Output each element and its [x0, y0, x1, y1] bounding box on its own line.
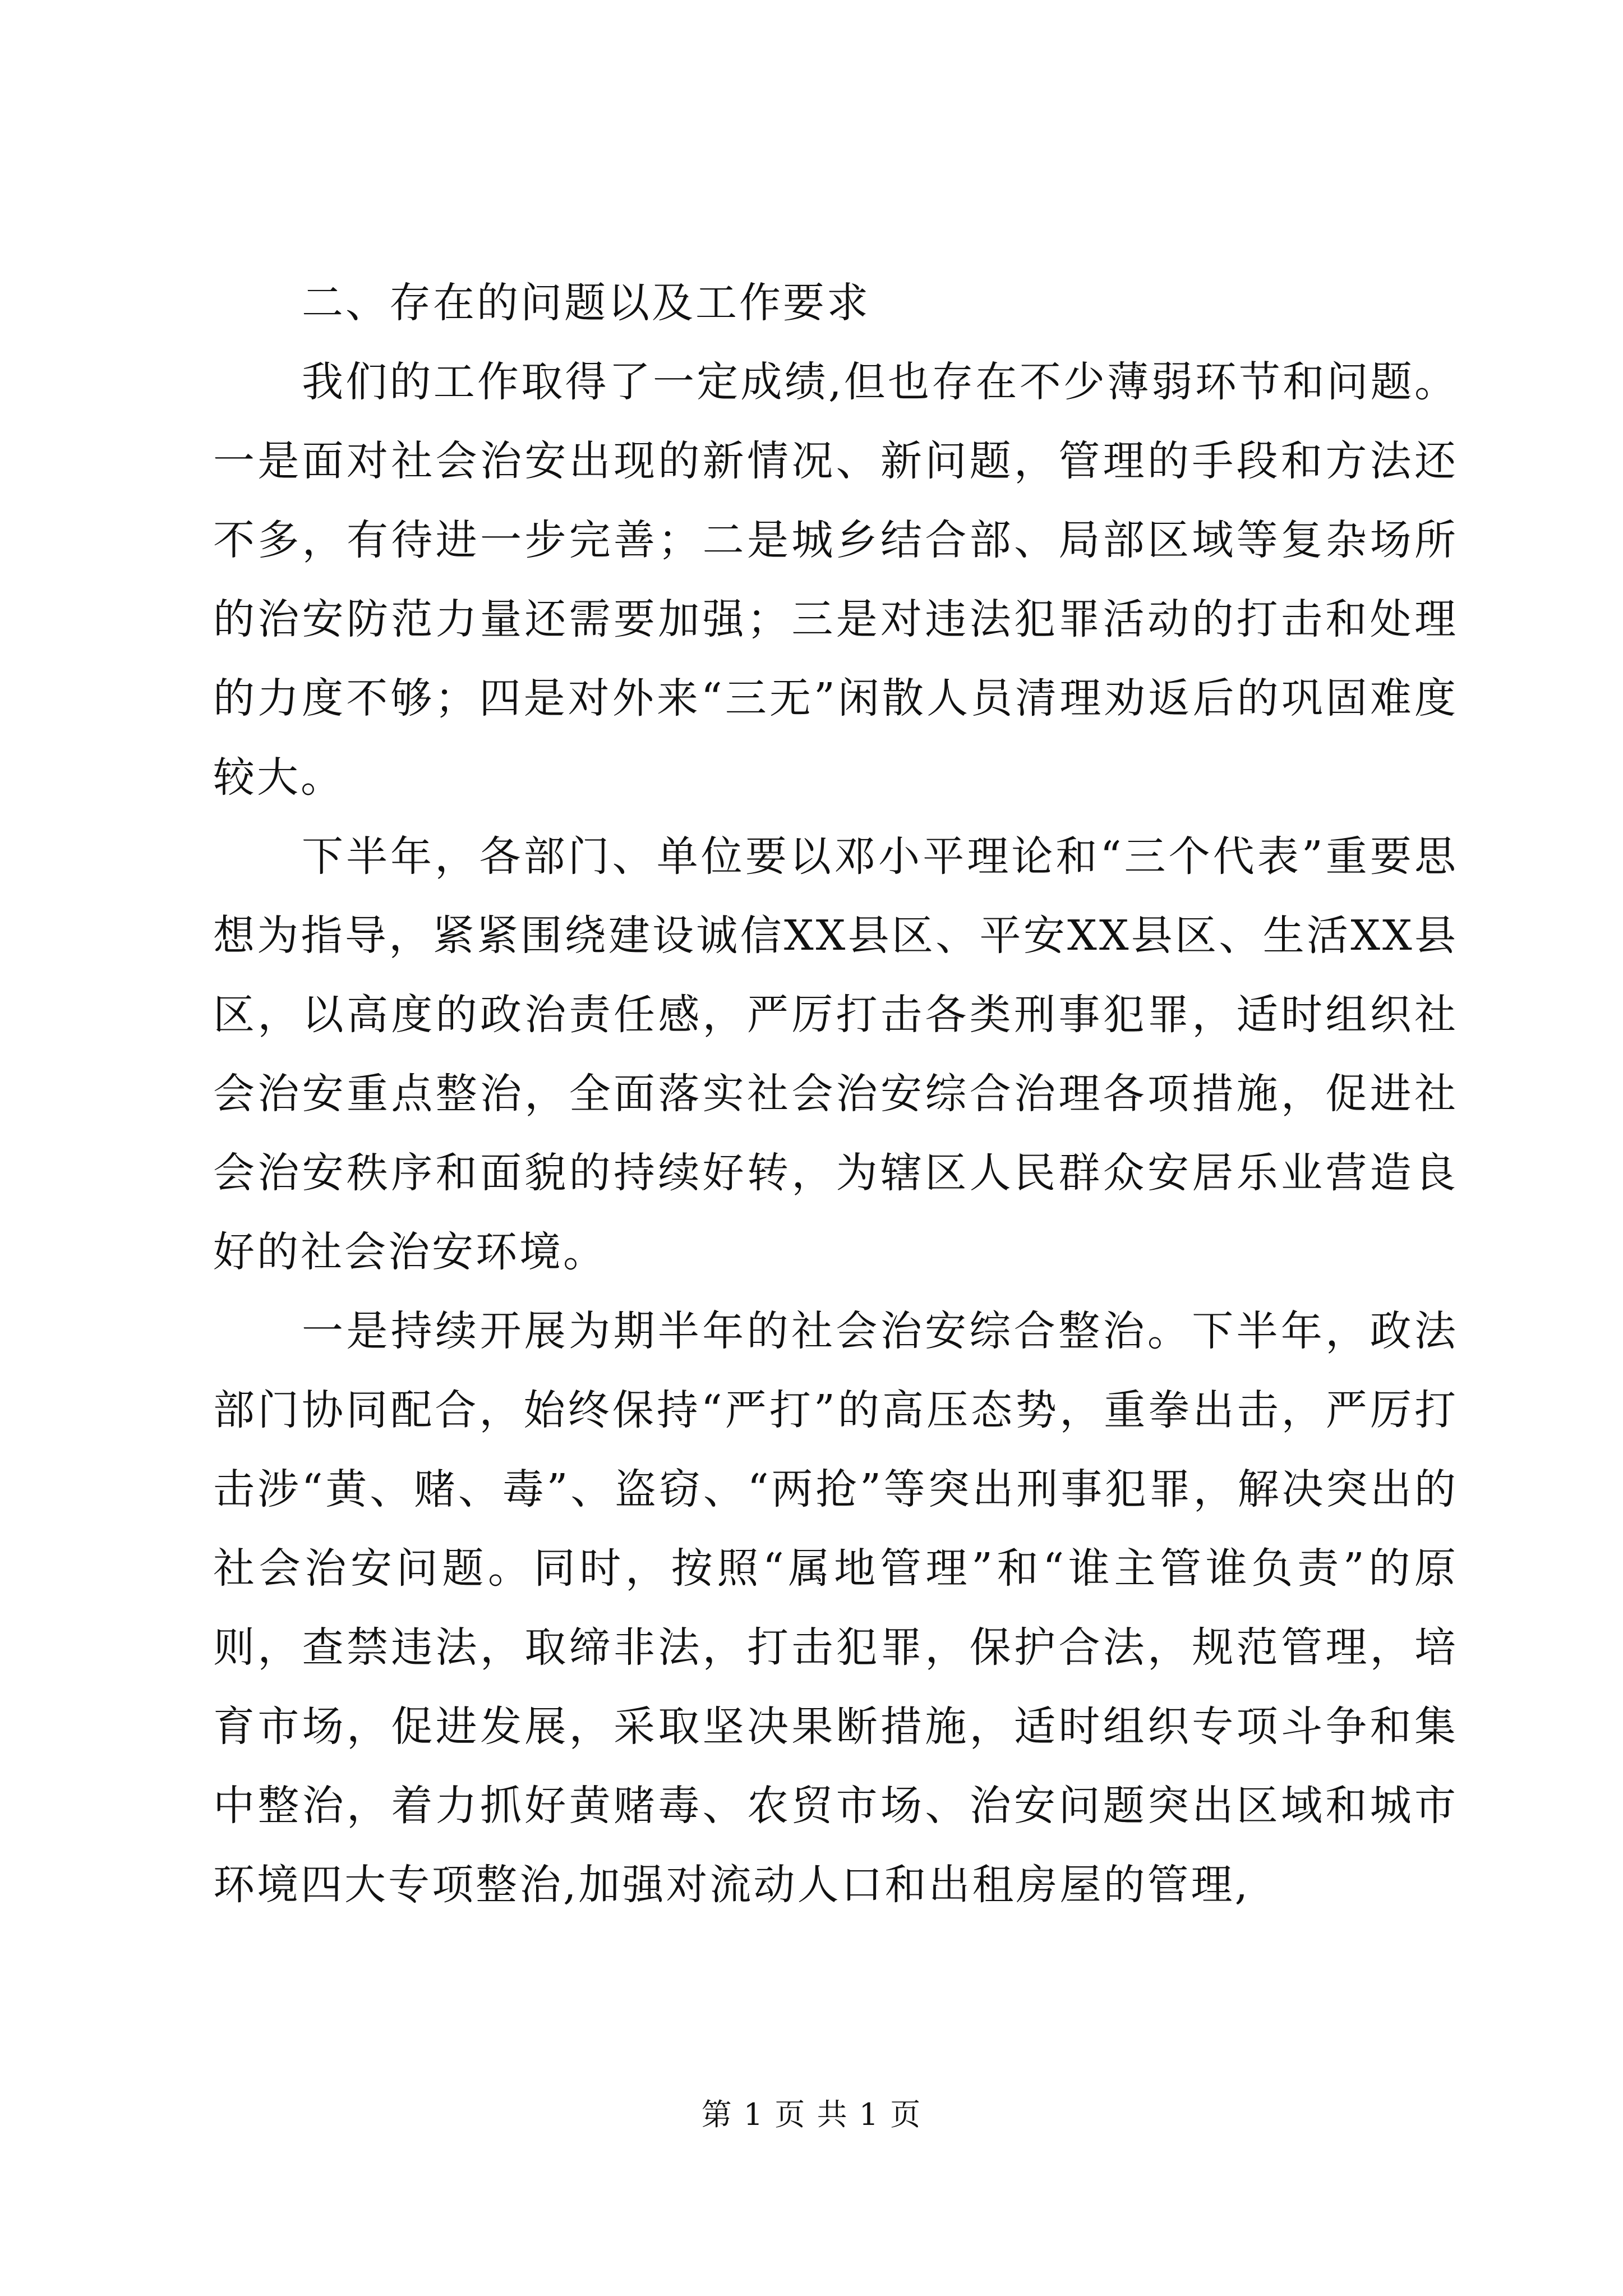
document-body	[213, 264, 1458, 1925]
page-footer: 第 1 页 共 1 页	[701, 2097, 922, 2132]
paragraph-rectification: 一是持续开展为期半年的社会治安综合整治。下半年，政法部门协同配合，始终保持“严打”的高压态势，重拳出击，严厉打击涉“黄、赌、毒”、盗窃、“两抢”等突出刑事犯罪，解决突出的社会治安问题。同时，按照“属地管理”和“谁主管谁负责”的原则，查禁违法，取缔非法，打击犯罪，保护合法，规范管理，培育市场，促进发展，采取坚决果断措施，适时组织专项斗争和集中整治，着力抓好黄赌毒、农贸市场、治安问题突出区域和城市环境四大专项整治,加强对流动人口和出租房屋的管理,	[213, 1307, 1458, 1909]
section-heading: 二、存在的问题以及工作要求	[302, 279, 870, 327]
paragraph-second-half-goals: 下半年，各部门、单位要以邓小平理论和“三个代表”重要思想为指导，紧紧围绕建设诚信XX县区、平安XX县区、生活XX县区，以高度的政治责任感，严厉打击各类刑事犯罪，适时组织社会治安重点整治，全面落实社会治安综合治理各项措施，促进社会治安秩序和面貌的持续好转，为辖区人民群众安居乐业营造良好的社会治安环境。	[213, 832, 1458, 1276]
paragraph-problems: 我们的工作取得了一定成绩,但也存在不少薄弱环节和问题。一是面对社会治安出现的新情况、新问题，管理的手段和方法还不多，有待进一步完善；二是城乡结合部、局部区域等复杂场所的治安防范力量还需要加强；三是对违法犯罪活动的打击和处理的力度不够；四是对外来“三无”闲散人员清理劝返后的巩固难度较大。	[213, 358, 1458, 802]
